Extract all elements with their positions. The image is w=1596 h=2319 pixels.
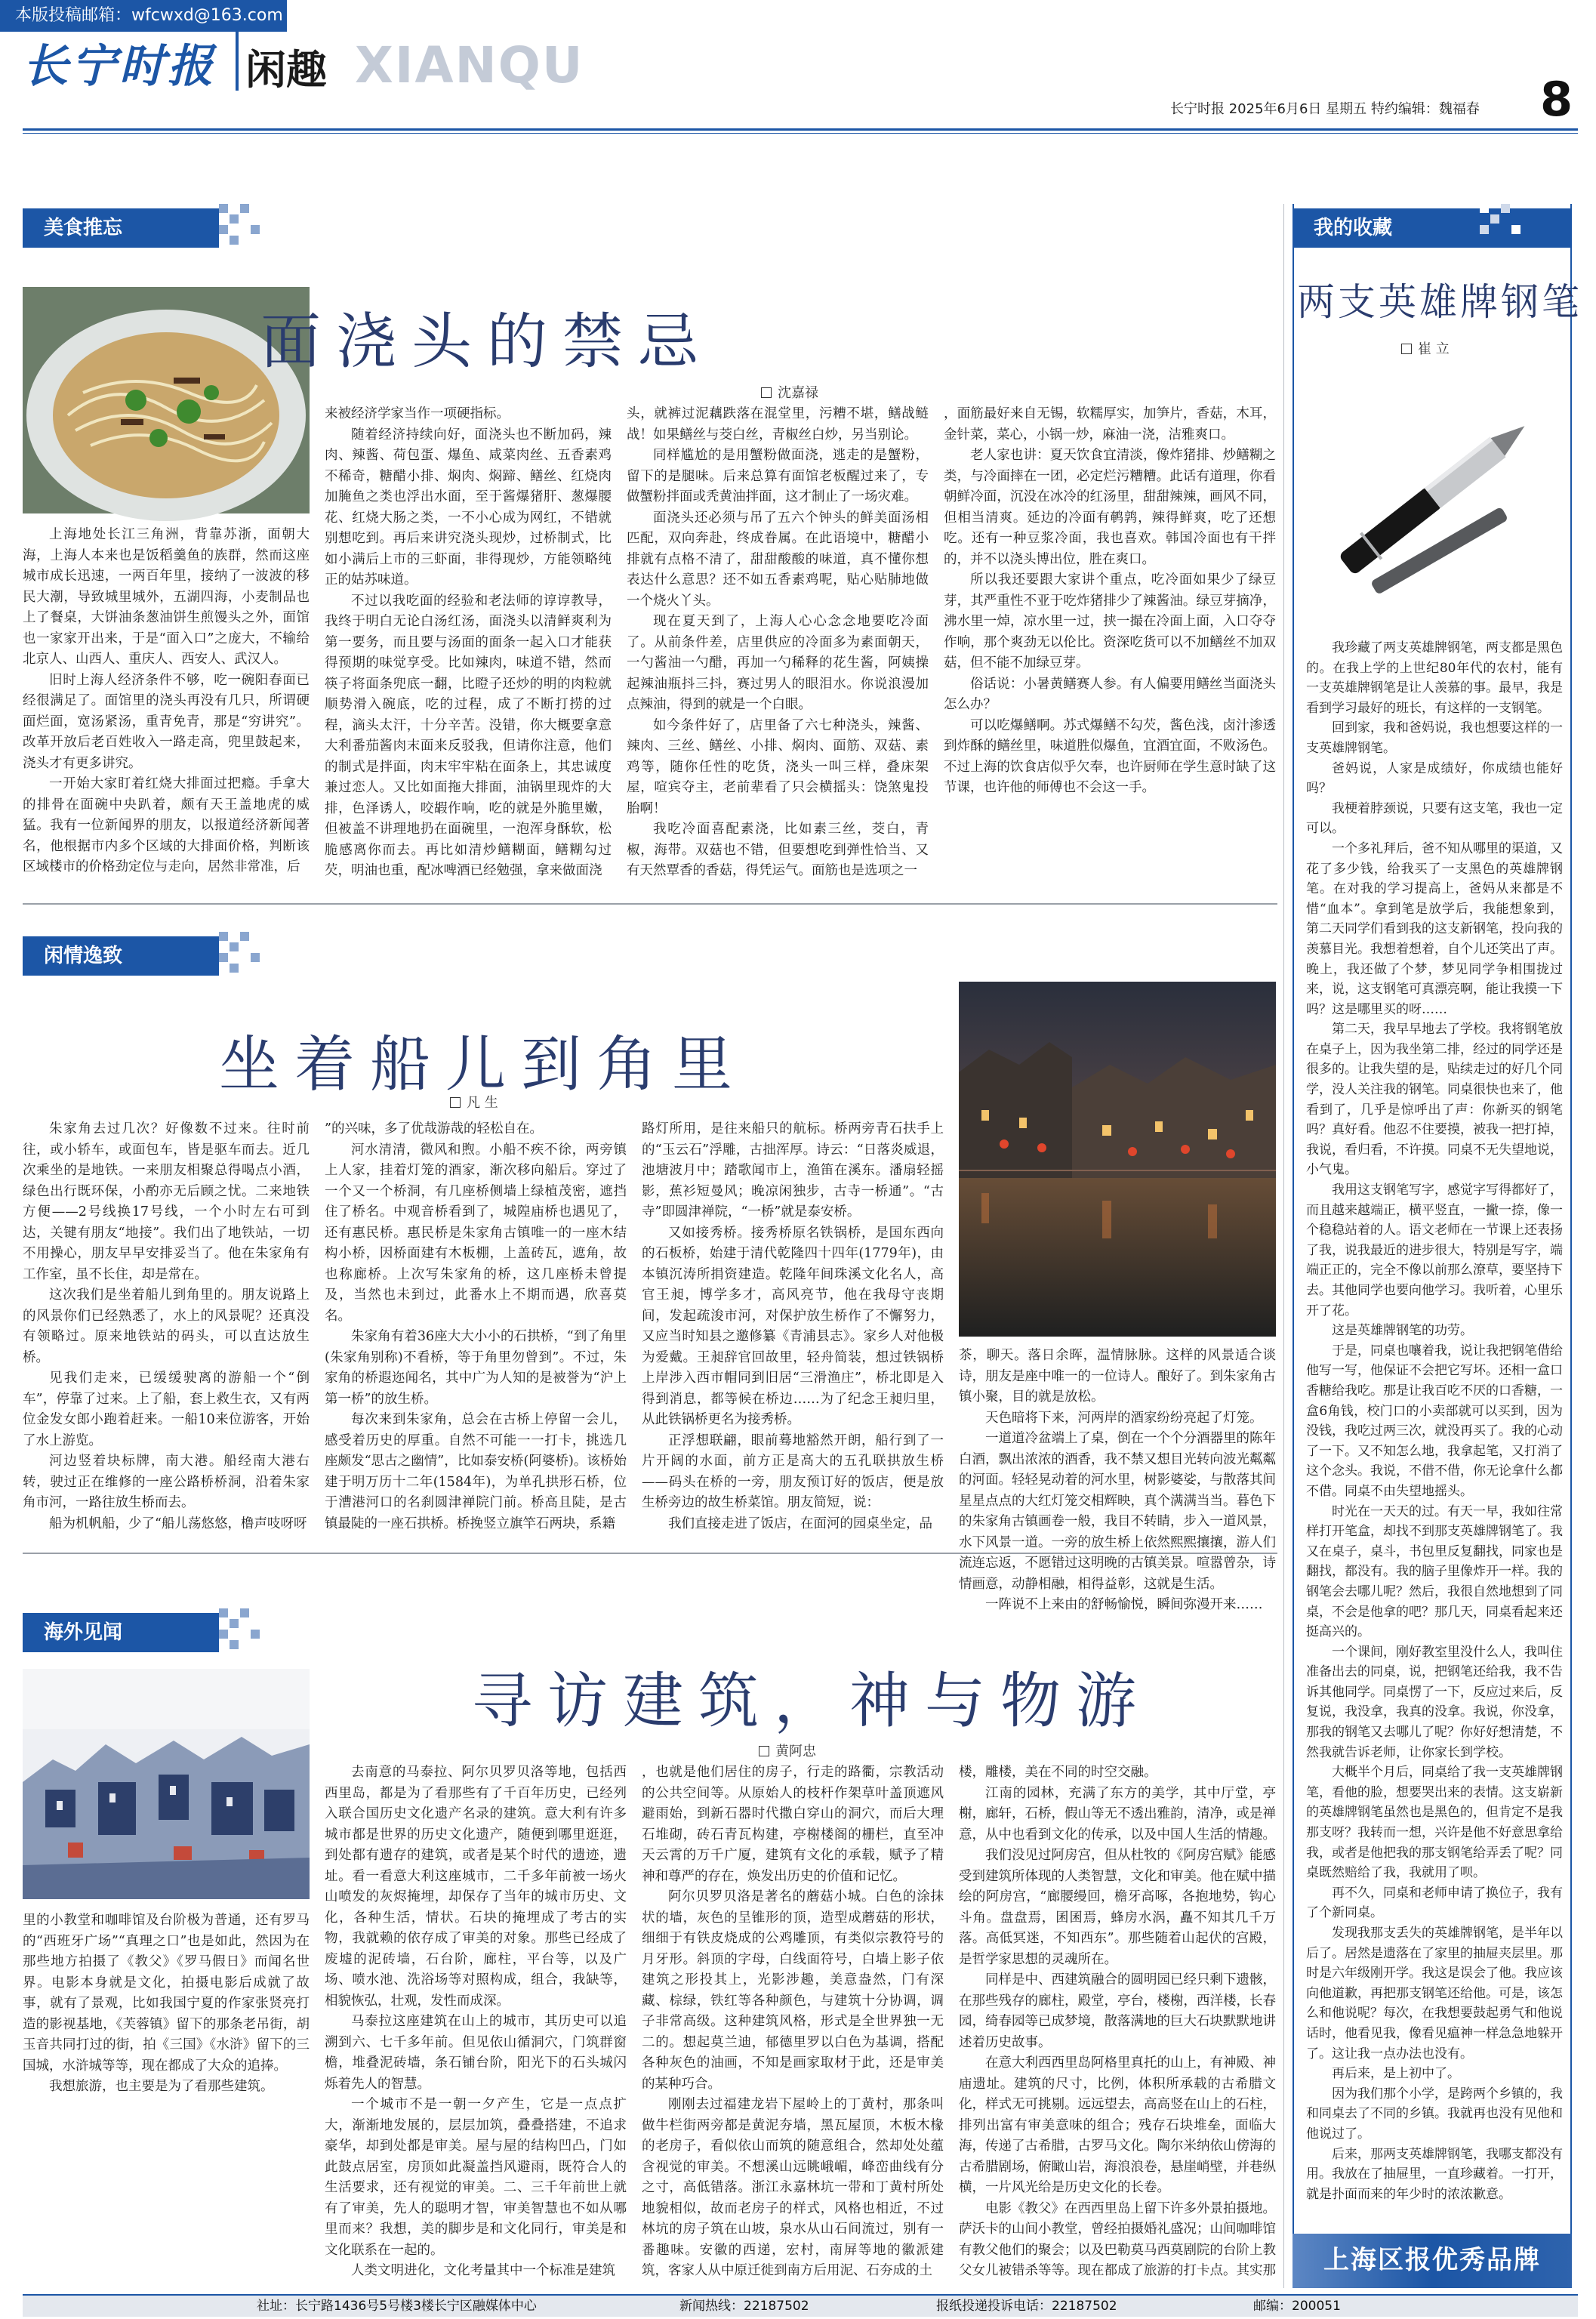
paragraph: 爸妈说，人家是成绩好，你成绩也能好吗？ bbox=[1306, 760, 1563, 797]
paragraph: 见我们走来，已缓缓驶离的游船一个“倒车”，停靠了过来。上了船，套上救生衣，又有两位金发女郎小跑着赶来。一船10来位游客，开始了水上游览。 bbox=[23, 1371, 310, 1448]
water-town-photo bbox=[959, 982, 1276, 1337]
article3-column bbox=[642, 1762, 944, 2284]
paragraph: 我珍藏了两支英雄牌钢笔，两支都是黑色的。在我上学的上世纪80年代的农村，能有一支英雄牌钢笔是让人羡慕的事。最早，我是看到学习最好的班长，有这样的一支钢笔。 bbox=[1306, 640, 1563, 716]
submission-email: 本版投稿邮箱：wfcwxd@163.com bbox=[0, 0, 287, 32]
paragraph: 老人家也讲：夏天饮食宜清淡，像炸猪排、炒鳝糊之类，与冷面摔在一团，必定烂污糟糟。此话有道理，你看朝鲜冷面，沉没在冰冷的红汤里，甜甜辣辣，画风不同，但相当清爽。延边的冷面有鹌鹑，辣得鲜爽，吃了还想吃。还有一种豆浆冷面，我也喜欢。韩国冷面也有干拌的，并不以浇头博出位，胜在爽口。 bbox=[944, 448, 1276, 567]
byline-box-icon bbox=[450, 1097, 461, 1108]
article2-column bbox=[959, 1346, 1276, 1612]
paragraph: ，也就是他们居住的房子，行走的路衢，宗教活动的公共空间等。从原始人的枝杆作架草叶盖顶遮风避雨始，到新石器时代撒白穿山的洞穴，而后大理石堆砌，砖石青瓦构建，亭榭楼阁的栅栏，直至冲天云霄的万千广厦，建筑有文化的承载，赋予了精神和尊严的存在，焕发出历史的价值和记忆。 bbox=[642, 1765, 944, 1884]
paragraph: 阿尔贝罗贝洛是著名的蘑菇小城。白色的涂抹状的墙，灰色的呈锥形的顶，造型成蘑菇的形状，细细于有铁皮烧成的公鸡雕顶，有类似宗教符号的月牙形。斜顶的字母，白线面符号，白墙上影子依建筑之形投其上，光影涉趣，美意盎然，门有深藏、棕绿，铁红等各种颜色，与建筑十分协调，调子非常高级。这种建筑风格，形式是全世界独一无二的。想起莫兰迪，郁德里罗以白色为基调，搭配各种灰色的油画，不知是画家取材于此，还是审美的某种巧合。 bbox=[642, 1889, 944, 2092]
paragraph: 我想旅游，也主要是为了看那些建筑。 bbox=[49, 2079, 274, 2094]
page-number: 8 bbox=[1540, 72, 1573, 127]
footer bbox=[23, 2294, 1578, 2317]
article3-column bbox=[325, 1762, 627, 2284]
paragraph: ，面筋最好来自无锡，软糯厚实，加笋片，香菇，木耳，金针菜，菜心，小锅一炒，麻油一浇，洁雅爽口。 bbox=[944, 406, 1276, 443]
paragraph: 这次我们是坐着船儿到角里的。朋友说路上的风景你们已经熟悉了，水上的风景呢？还真没有领略过。原来地铁站的码头，可以直达放生桥。 bbox=[23, 1287, 310, 1365]
paragraph: 时光在一天天的过。有天一早，我如往常样打开笔盒，却找不到那支英雄牌钢笔了。我又在桌子，桌斗，书包里反复翻找，同家也是翻找，都没有。我的脑子里像炸开一样。我的钢笔会去哪儿呢？然后，我很自然地想到了同桌，不会是他拿的吧？那几天，同桌看起来还挺高兴的。 bbox=[1306, 1503, 1563, 1640]
footer-news-hotline: 新闻热线：22187502 bbox=[679, 2299, 809, 2314]
paragraph: 因为我们那个小学，是跨两个乡镇的，我和同桌去了不同的乡镇。我就再也没有见他和他说过了。 bbox=[1306, 2086, 1563, 2142]
paragraph: 来被经济学家当作一项硬指标。 bbox=[325, 406, 510, 421]
paragraph: 于是，同桌也嚷着我，说让我把钢笔借给他写一写，他保证不会把它写坏。还相一盒口香糖给我吃。那是让我百吃不厌的口香糖，一盒6角钱，校门口的小卖部就可以买到，因为没钱，我吃过两三次，就没再买了。我的心动了一下。又不知怎么地，我拿起笔，又打消了这个念头。我说，不借不借，你无论拿什么都不借。同桌不由失望地摇头。 bbox=[1306, 1343, 1563, 1499]
article1-column bbox=[325, 404, 612, 891]
section-divider bbox=[23, 1553, 1277, 1554]
masthead bbox=[0, 0, 1596, 132]
column-rule bbox=[1283, 204, 1284, 2288]
sidebar-column bbox=[1306, 638, 1563, 2224]
paragraph: 不过以我吃面的经验和老法师的谆谆教导，我终于明白无论白汤红汤，面浇头以清鲜爽利为第一要务，而且要与汤面的面条一起入口才能获得预期的味觉享受。比如辣肉，味道不错，然而筷子将面条兜底一翻，比瞪子还炒的明的肉粒就顺势滑入碗底，吃的过程，成了不断打捞的过程，滴头太汗，十分辛苦。没错，你大概要拿意大利番茄酱肉末面来反驳我，但请你注意，他们的制式是拌面，肉末牢牢粘在面条上，其忠诚度兼过恋人。又比如面拖大排面，油锅里现炸的大排，色泽诱人，咬嘏作响，吃的就是外脆里嫩，但被盖不讲理地扔在面碗里，一泡浑身酥软，松脆感离你而去。再比如清炒鳝糊面，鳝糊勾过芡，明油也重，配冰啤酒已经勉强，拿来做面浇 bbox=[325, 593, 612, 878]
sidebar-author: 崔 立 bbox=[1418, 341, 1450, 357]
paragraph: 面浇头还必须与吊了五六个钟头的鲜美面汤相匹配，双向奔赴，终成眷属。在此语境中，糖醋小排就有点格不清了，甜甜酸酸的味道，真不懂你想表达什么意思？还不如五香素鸡呢，贴心贴肺地做一个烧火丫头。 bbox=[627, 510, 929, 609]
paragraph: 我用这支钢笔写字，感觉字写得都好了，而且越来越端正，横平竖直，一撇一捺，像一个稳稳站着的人。语文老师在一节课上还表扬了我，说我最近的进步很大，特别是写字，端端正正的，完全不像以前那么潦草，要坚持下去。其他同学也要向他学习。我听着，心里乐开了花。 bbox=[1306, 1183, 1563, 1318]
paragraph: 茶，聊天。落日余晖，温情脉脉。这样的风景适合谈诗，朋友是座中唯一的一位诗人。酿好了。到朱家角古镇小聚，目的就是放松。 bbox=[959, 1348, 1276, 1405]
paragraph: 一道道冷盆端上了桌，倒在一个个分酒器里的陈年白酒，飘出浓浓的酒香，我不禁又想目光转向波光粼粼的河面。轻轻晃动着的河水里，树影婆娑，与散落其间星星点点的大红灯笼交相辉映，真个满满当当。暮色下的朱家角古镇画卷一般，我目不转睛，步入一道风景，水下风景一道。一旁的放生桥上依然熙熙攘攘，游人们流连忘返，不愿错过这明晚的古镇美景。喧嚣曾杂，诗情画意，动静相融，相得益彰，这就是生活。 bbox=[959, 1431, 1276, 1592]
paragraph: 第二天，我早早地去了学校。我将钢笔放在桌子上，因为我坐第二排，经过的同学还是很多的。让我失望的是，贴续走过的好几个同学，没人关注我的钢笔。同桌很快也来了，他看到了，几乎是惊呼出了声：你新买的钢笔吗？真好看。他忍不住要摸，被我一把打掉，我说，看归看，不许摸。同桌不无失望地说，小气鬼。 bbox=[1306, 1022, 1563, 1178]
footer-address: 社址：长宁路1436号5号楼3楼长宁区融媒体中心 bbox=[257, 2299, 537, 2314]
paragraph: 发现我那支丢失的英雄牌钢笔，是半年以后了。居然是遗落在了家里的抽屉夹层里。那时是六年级刚开学。我这是误会了他。我应该向他道歉，再把那支钢笔还给他。可是，该怎么和他说呢？每次，在我想要鼓起勇气和他说话时，他看见我，像看见瘟神一样急急地躲开了。这让我一点办法也没有。 bbox=[1306, 1926, 1563, 2062]
paragraph: 路灯所用，是往来船只的航标。桥两旁青石扶手上的“玉云石”浮雕，古拙浑厚。诗云：“日落炎威退，池塘波月中；踏歌闻市上，渔笛在溪东。潘扇轻摇影，蕉衫短曼风；晚凉闲独步，古寺一桥通”。“古寺”即圆津禅院，“一桥”就是泰安桥。 bbox=[642, 1121, 944, 1220]
article3-title: 寻访建筑，神与物游 bbox=[472, 1666, 1151, 1736]
paragraph: 去南意的马泰拉、阿尔贝罗贝洛等地，包括西西里岛，都是为了看那些有了千百年历史，已经列入联合国历史文化遗产名录的建筑。意大利有许多城市都是世界的历史文化遗产，随便到哪里逛逛，到处都有遗存的建筑，或者是某个时代的遗迹，遗址。看一看意大利这座城市，二千多年前被一场火山喷发的灰烬掩埋，却保存了当年的城市历史、文化，各种生活，情状。石块的掩埋成了考古的实物，我就赖的依存成了审美的对象。那些已经成了废墟的泥砖墙，石台阶，廊柱，平台等，以及广场、喷水池、洗浴场等对照构成，组合，我缺等，相貌恢弘，壮观，发性而成深。 bbox=[325, 1765, 627, 2009]
masthead-divider bbox=[236, 30, 239, 91]
paragraph: 一个城市不是一朝一夕产生，它是一点点扩大，渐渐地发展的，层层加筑，叠叠搭建，不追求豪华，却到处都是审美。屋与屋的结构凹凸，门如此鼓点居室，房顶如此凝盖挡风避雨，既符合人的生活要求，还有视觉的审美。二、三千年前世上就有了审美，先人的聪明才智，审美智慧也不如从哪里而来？我想，美的脚步是和文化同行，审美是和文化联系在一起的。 bbox=[325, 2097, 627, 2258]
paragraph: 俗话说：小暑黄鳝赛人参。有人偏要用鳝丝当面浇头怎么办？ bbox=[944, 676, 1276, 712]
footer-postcode: 邮编：200051 bbox=[1253, 2299, 1341, 2314]
masthead-rule bbox=[23, 128, 1578, 131]
paragraph: 大概半个月后，同桌给了我一支英雄牌钢笔，看他的脸，想要哭出来的表情。这支崭新的英雄牌钢笔虽然也是黑色的，但肯定不是我那支呀？我转而一想，兴许是他不好意思拿给我，或者是他把我的那支钢笔给弄丢了呢？同桌既然赔给了我，我就用了呗。 bbox=[1306, 1765, 1563, 1881]
byline-box-icon bbox=[1401, 344, 1412, 354]
paragraph: 刚刚去过福建龙岩下屋岭上的丁黄村，那条叫做牛栏街两旁都是黄泥夯墙，黑瓦屋顶，木板木椽的老房子，看似依山而筑的随意组合，然却处处蕴含视觉的审美。不想溪山远眺峨嵋，峰峦曲线有分之寸，高低错落。浙江永嘉林坑一带和丁黄村所处地貌相似，故而老房子的样式，风格也相近，不过林坑的房子筑在山坡，泉水从山石间流过，别有一番趣味。安徽的西递，宏村，南屏等地的徽派建筑，客家人从中原迁徙到南方后用泥、石夯成的土 bbox=[642, 2097, 944, 2278]
section-label-overseas: 海外见闻 bbox=[23, 1613, 219, 1652]
byline-box-icon bbox=[761, 387, 772, 398]
article1-title: 面浇头的禁忌 bbox=[260, 307, 713, 377]
section-divider bbox=[23, 903, 1277, 905]
article3-column bbox=[959, 1762, 1276, 2284]
article1-column bbox=[23, 525, 310, 891]
article1-column bbox=[944, 404, 1276, 891]
paragraph: 再不久，同桌和老师申请了换位子，我有了个新同桌。 bbox=[1306, 1885, 1563, 1921]
column-name: 闲趣 bbox=[245, 46, 327, 94]
paragraph: 我梗着脖颈说，只要有这支笔，我也一定可以。 bbox=[1306, 800, 1563, 837]
article1-author: 沈嘉禄 bbox=[778, 385, 818, 401]
paragraph: 我吃冷面喜配素浇，比如素三丝，茭白，青椒，海带。双菇也不错，但要想吃到弹性恰当、又有天然覃香的香菇，得凭运气。面筋也是选项之一 bbox=[627, 822, 929, 878]
paragraph: 河水清清，微风和煦。小船不疾不徐，两旁镇上人家，挂着灯笼的酒家，渐次移向船后。穿过了一个又一个桥洞，有几座桥侧墙上绿植茂密，遮挡住了桥名。中观音桥看到了，城隍庙桥也遇见了，还有惠民桥。惠民桥是朱家角古镇唯一的一座木结构小桥，因桥面建有木板棚，上盖砖瓦，遮角，故也称廊桥。上次写朱家角的桥，这几座桥未曾提及，当然也未到过，此番水上不期而遇，欣喜莫名。 bbox=[325, 1142, 627, 1324]
paragraph: 一个课间，刚好教室里没什么人，我叫住准备出去的同桌，说，把钢笔还给我，我不告诉其他同学。同桌愣了一下，反应过来后，反复说，我没拿，我真的没拿。我说，你没拿，那我的钢笔又去哪儿了呢？你好好想清楚，不然我就告诉老师，让你家长到学校。 bbox=[1306, 1644, 1563, 1760]
paragraph: 在意大利西西里岛阿格里真托的山上，有神殿、神庙遗址。建筑的尺寸，比例，体积所承载的古希腊文化，样式无可挑剔。远远望去，高高竖在山上的石柱，排列出富有审美意味的组合；残存石块堆垒，面临大海，传递了古希腊，古罗马文化。陶尔米纳依山傍海的古希腊剧场，俯瞰山岩，海浪浪卷，悬崖峭壁，并巷纵横，一片风光给是历史文化的长卷。 bbox=[959, 2055, 1276, 2195]
paragraph: 楼，雕楼，美在不同的时空交融。 bbox=[959, 1765, 1157, 1780]
column-pinyin: XIANQU bbox=[355, 36, 584, 94]
article2-column bbox=[325, 1119, 627, 1542]
paragraph: 上海地处长江三角洲，背靠苏浙，面朝大海，上海人本来也是饭稻羹鱼的族群，然而这座城市成长迅速，一两百年里，接纳了一波波的移民大潮，导致城里城外，五湖四海，小麦制品也上了餐桌，大饼油条葱油饼生煎馒头之外，面馆也一家家开出来，于是“面入口”之庞大，不输给北京人、山西人、重庆人、西安人、武汉人。 bbox=[23, 527, 310, 667]
article2-column bbox=[23, 1119, 310, 1542]
paragraph: 朱家角有着36座大大小小的石拱桥，“到了角里(朱家角别称)不看桥，等于角里勿曾到”。不过，朱家角的桥遐迩闻名，其中广为人知的是被誉为“沪上第一桥”的放生桥。 bbox=[325, 1329, 627, 1407]
article3-byline bbox=[759, 1741, 816, 1760]
section-label-leisure: 闲情逸致 bbox=[23, 936, 219, 976]
paragraph: 我们没见过阿房宫，但从杜牧的《阿房宫赋》能感受到建筑所体现的人类智慧，文化和审美。他在赋中描绘的阿房宫，“廊腰缦回，檐牙高啄，各抱地势，钩心斗角。盘盘焉，囷囷焉，蜂房水涡，矗不知其几千万落。高低冥迷，不知西东”。那些随着山起伏的宫殿，是哲学家思想的灵魂所在。 bbox=[959, 1848, 1276, 1967]
paragraph: 现在夏天到了，上海人心心念念地要吃冷面了。从前条件差，店里供应的冷面多为素面朝天，一勺酱油一勺醋，再加一勺稀释的花生酱，阿姨操起辣油瓶抖三抖，赛过男人的眼泪水。你说浪漫加点辣油，得到的就是一个白眼。 bbox=[627, 614, 929, 712]
section-label-food: 美食推忘 bbox=[23, 208, 219, 248]
paragraph: 我们直接走进了饭店，在面河的园桌坐定，品 bbox=[668, 1516, 932, 1531]
paragraph: 一开始大家盯着红烧大排面过把瘾。手拿大的排骨在面碗中央趴着，颇有天王盖地虎的威猛。我有一位新闻界的朋友，以报道经济新闻著名，他根据市内多个区域的大排面价格，判断该区域楼市的价格劲定位与走向，居然非常准，后 bbox=[23, 776, 310, 874]
paragraph: 每次来到朱家角，总会在古桥上停留一会儿，感受着历史的厚重。自然不可能一一打卡，挑选几座颇发“思古之幽情”，比如泰安桥(阿婆桥)。该桥始建于明万历十二年(1584年)，为单孔拱形石桥，位于漕港河口的名刹圆津禅院门前。桥高且陡，是古镇最陡的一座石拱桥。桥挽竖立旗竿石两块，系籍 bbox=[325, 1412, 627, 1531]
article2-author: 凡 生 bbox=[467, 1095, 498, 1111]
article2-title: 坐着船儿到角里 bbox=[219, 1029, 747, 1099]
masthead-rule-thin bbox=[23, 133, 1578, 134]
paragraph: 天色暗将下来，河两岸的酒家纷纷亮起了灯笼。 bbox=[985, 1410, 1263, 1426]
sidebar-byline bbox=[1401, 338, 1450, 358]
paragraph: 再后来，是上初中了。 bbox=[1332, 2066, 1460, 2082]
paragraph: 人类文明进化，文化考量其中一个标准是建筑 bbox=[351, 2263, 615, 2278]
byline-box-icon bbox=[759, 1746, 769, 1756]
paragraph: 旧时上海人经济条件不够，吃一碗阳春面已经很满足了。面馆里的浇头再没有几只，所谓硬面烂面，宽汤紧汤，重青免青，那是“穷讲究”。改革开放后老百姓收入一路走高，兜里鼓起来，浇头才有更多讲究。 bbox=[23, 672, 310, 771]
paragraph: 马泰拉这座建筑在山上的城市，其历史可以追溯到六、七千多年前。但见依山循洞穴，门筑群窗檐，堆叠泥砖墙，条石铺台阶，阳光下的石头城闪烁着先人的智慧。 bbox=[325, 2014, 627, 2092]
sidebar-title: 两支英雄牌钢笔 bbox=[1297, 280, 1582, 324]
paragraph: 电影《教父》在西西里岛上留下许多外景拍摄地。萨沃卡的山间小教堂，曾经拍摄婚礼盛况；山间咖啡馆有教父他们的聚会；以及巴勒莫马西莫剧院的台阶上教父女儿被错杀等等。现在都成了旅游的打卡点。其实那 bbox=[959, 2200, 1276, 2278]
paragraph: 河边竖着块标牌，南大港。船经南大港右转，驶过正在维修的一座公路桥桥洞，沿着朱家角市河，一路往放生桥而去。 bbox=[23, 1454, 310, 1510]
fountain-pen-photo bbox=[1306, 370, 1563, 619]
paragraph: 船为机帆船，少了“船儿荡悠悠，橹声吱呀呀 bbox=[49, 1516, 307, 1531]
article3-column bbox=[23, 1910, 310, 2194]
architecture-painting bbox=[23, 1669, 310, 1899]
paragraph: 如今条件好了，店里备了六七种浇头，辣酱、辣肉、三丝、鳝丝、小排、焖肉、面筋、双菇、素鸡等，随你任性的吃货，浇头一叫三样，叠床架屋，喧宾夺主，老前辈看了只会横摇头：饶煞鬼投胎啊！ bbox=[627, 717, 929, 816]
paragraph: 这是英雄牌钢笔的功劳。 bbox=[1332, 1323, 1473, 1339]
article2-byline bbox=[450, 1092, 498, 1112]
newspaper-logo: 长宁时报 bbox=[23, 40, 216, 93]
article3-author: 黄阿忠 bbox=[775, 1744, 816, 1759]
paragraph: 朱家角去过几次？好像数不过来。往时前往，或小轿车，或面包车，皆是驱车而去。近几次乘坐的是地铁。一来朋友相聚总得喝点小酒，绿色出行既环保，小酌亦无后顾之忧。二来地铁方便——2号线换17号线，一个小时左右可到达，关键有朋友“地接”。我们出了地铁站，一切不用操心，朋友早早安排妥当了。他在朱家角有工作室，虽不长住，却是常在。 bbox=[23, 1121, 310, 1282]
section-label-collection: 我的收藏 bbox=[1293, 208, 1572, 248]
paragraph: 一阵说不上来由的舒畅愉悦，瞬间弥漫开来…… bbox=[985, 1597, 1263, 1612]
article1-byline bbox=[761, 382, 818, 402]
paragraph: 一个多礼拜后，爸不知从哪里的渠道，又花了多少钱，给我买了一支黑色的英雄牌钢笔。在对我的学习提高上，爸妈从来都是不惜“血本”。拿到笔是放学后，我能想象到，第二天同学们看到我的这支新钢笔，投向我的羡慕目光。我想着想着，自个儿还笑出了声。晚上，我还做了个梦，梦见同学争相围拢过来，说，这支钢笔可真漂亮啊，能让我摸一下吗？这是哪里买的呀…… bbox=[1306, 840, 1563, 1017]
paragraph: 又如接秀桥。接秀桥原名铁锅桥，是国东西向的石板桥，始建于清代乾隆四十四年(1779年)，由本镇沉涛所捐资建造。乾隆年间珠溪文化名人，高官王昶，博学多才，高风亮节，他在我母守丧期间，发起疏浚市河，对保护放生桥作了不懈努力，又应当时知县之邀修纂《青浦县志》。家乡人对他极为爱戴。王昶辞官回故里，轻舟简装，想过铁锅桥上岸涉入西市帽同到旧居“三滑渔庄”，桥北即是入得到消息，都等候在桥边……为了纪念王昶归里，从此铁锅桥更名为接秀桥。 bbox=[642, 1225, 944, 1427]
article2-column bbox=[642, 1119, 944, 1542]
paragraph: 同样是中、西建筑融合的圆明园已经只剩下遗骸，在那些残存的廊柱，殿堂，亭台，楼榭，西洋楼，长春园，绮春园等已成梦境，散落满地的巨大石块默默地讲述着历史故事。 bbox=[959, 1972, 1276, 2050]
paragraph: 后来，那两支英雄牌钢笔，我哪支都没有用。我放在了抽屉里，一直珍藏着。一打开，就是扑面而来的年少时的浓浓歉意。 bbox=[1306, 2146, 1563, 2202]
paragraph: 随着经济持续向好，面浇头也不断加码，辣肉、辣酱、荷包蛋、爆鱼、咸菜肉丝、五香素鸡不稀奇，糖醋小排、焖肉、焖蹄、鳝丝、红烧肉加腌鱼之类也浮出水面，至于酱爆猪肝、葱爆腰花、红烧大肠之类，一不小心成为网红，不错就别想吃到。再后来讲究浇头现炒，过桥制式，比如小满后上市的三虾面，非得现炒，方能领略纯正的姑苏味道。 bbox=[325, 427, 612, 587]
paragraph: 头，就裤过泥藕跌落在混堂里，污糟不堪，鳝战鲢战！如果鳝丝与茭白丝，青椒丝白炒，另当别论。 bbox=[627, 406, 929, 443]
footer-delivery-hotline: 报纸投递投诉电话：22187502 bbox=[936, 2299, 1117, 2314]
paragraph: 可以吃爆鳝啊。苏式爆鳝不勾芡，酱色浅，卤汁渗透到炸酥的鳝丝里，味道胜似爆鱼，宜酒宜面，不败汤色。不过上海的饮食店似乎欠奉，也许厨师在学生意时缺了这节课，也许他的师傅也不会这一手。 bbox=[944, 717, 1276, 795]
paragraph: 回到家，我和爸妈说，我也想要这样的一支英雄牌钢笔。 bbox=[1306, 720, 1563, 756]
article1-column bbox=[627, 404, 929, 891]
brand-slogan: 上海区报优秀品牌 bbox=[1323, 2245, 1541, 2275]
paragraph: 正浮想联翩，眼前蓦地豁然开朗，船行到了一片开阔的水面，前方正是高大的五孔联拱放生桥——码头在桥的一旁，朋友预订好的饭店，便是放生桥旁边的故生桥菜馆。朋友简短，说： bbox=[642, 1432, 944, 1510]
paragraph: 同样尴尬的是用蟹粉做面浇，逃走的是蟹粉，留下的是腿味。后来总算有面馆老板醒过来了，专做蟹粉拌面或秃黄油拌面，这才制止了一场灾难。 bbox=[627, 448, 929, 504]
paragraph: 里的小教堂和咖啡馆及台阶极为普通，还有罗马的“西班牙广场”“真理之口”也是如此，然因为在那些地方拍摄了《教父》《罗马假日》而闻名世界。电影本身就是文化，拍摄电影后成就了故事，就有了景观，比如我国宁夏的作家张贤亮打造的影视基地，《芙蓉镇》留下的那条老吊街，胡玉音共同打过的街，拍《三国》《水浒》留下的三国城，水浒城等等，现在都成了大众的追捧。 bbox=[23, 1913, 310, 2074]
paragraph: 江南的园林，充满了东方的美学，其中厅堂，亭榭，廊轩，石桥，假山等无不透出雅韵，清净，或是禅意，从中也看到文化的传承，以及中国人生活的情趣。 bbox=[959, 1785, 1276, 1843]
dateline: 长宁时报 2025年6月6日 星期五 特约编辑：魏福春 bbox=[1170, 101, 1480, 117]
paragraph: ”的兴味，多了优哉游哉的轻松自在。 bbox=[325, 1121, 543, 1136]
paragraph: 所以我还要跟大家讲个重点，吃冷面如果少了绿豆芽，其严重性不亚于吃炸猪排少了辣酱油。绿豆芽摘净，沸水里一焯，凉水里一过，挟一撮在冷面上面，入口夺夺作响，那个爽劲无以伦比。资深吃货可以不加鳝丝不加双菇，但不能不加绿豆芽。 bbox=[944, 572, 1276, 671]
